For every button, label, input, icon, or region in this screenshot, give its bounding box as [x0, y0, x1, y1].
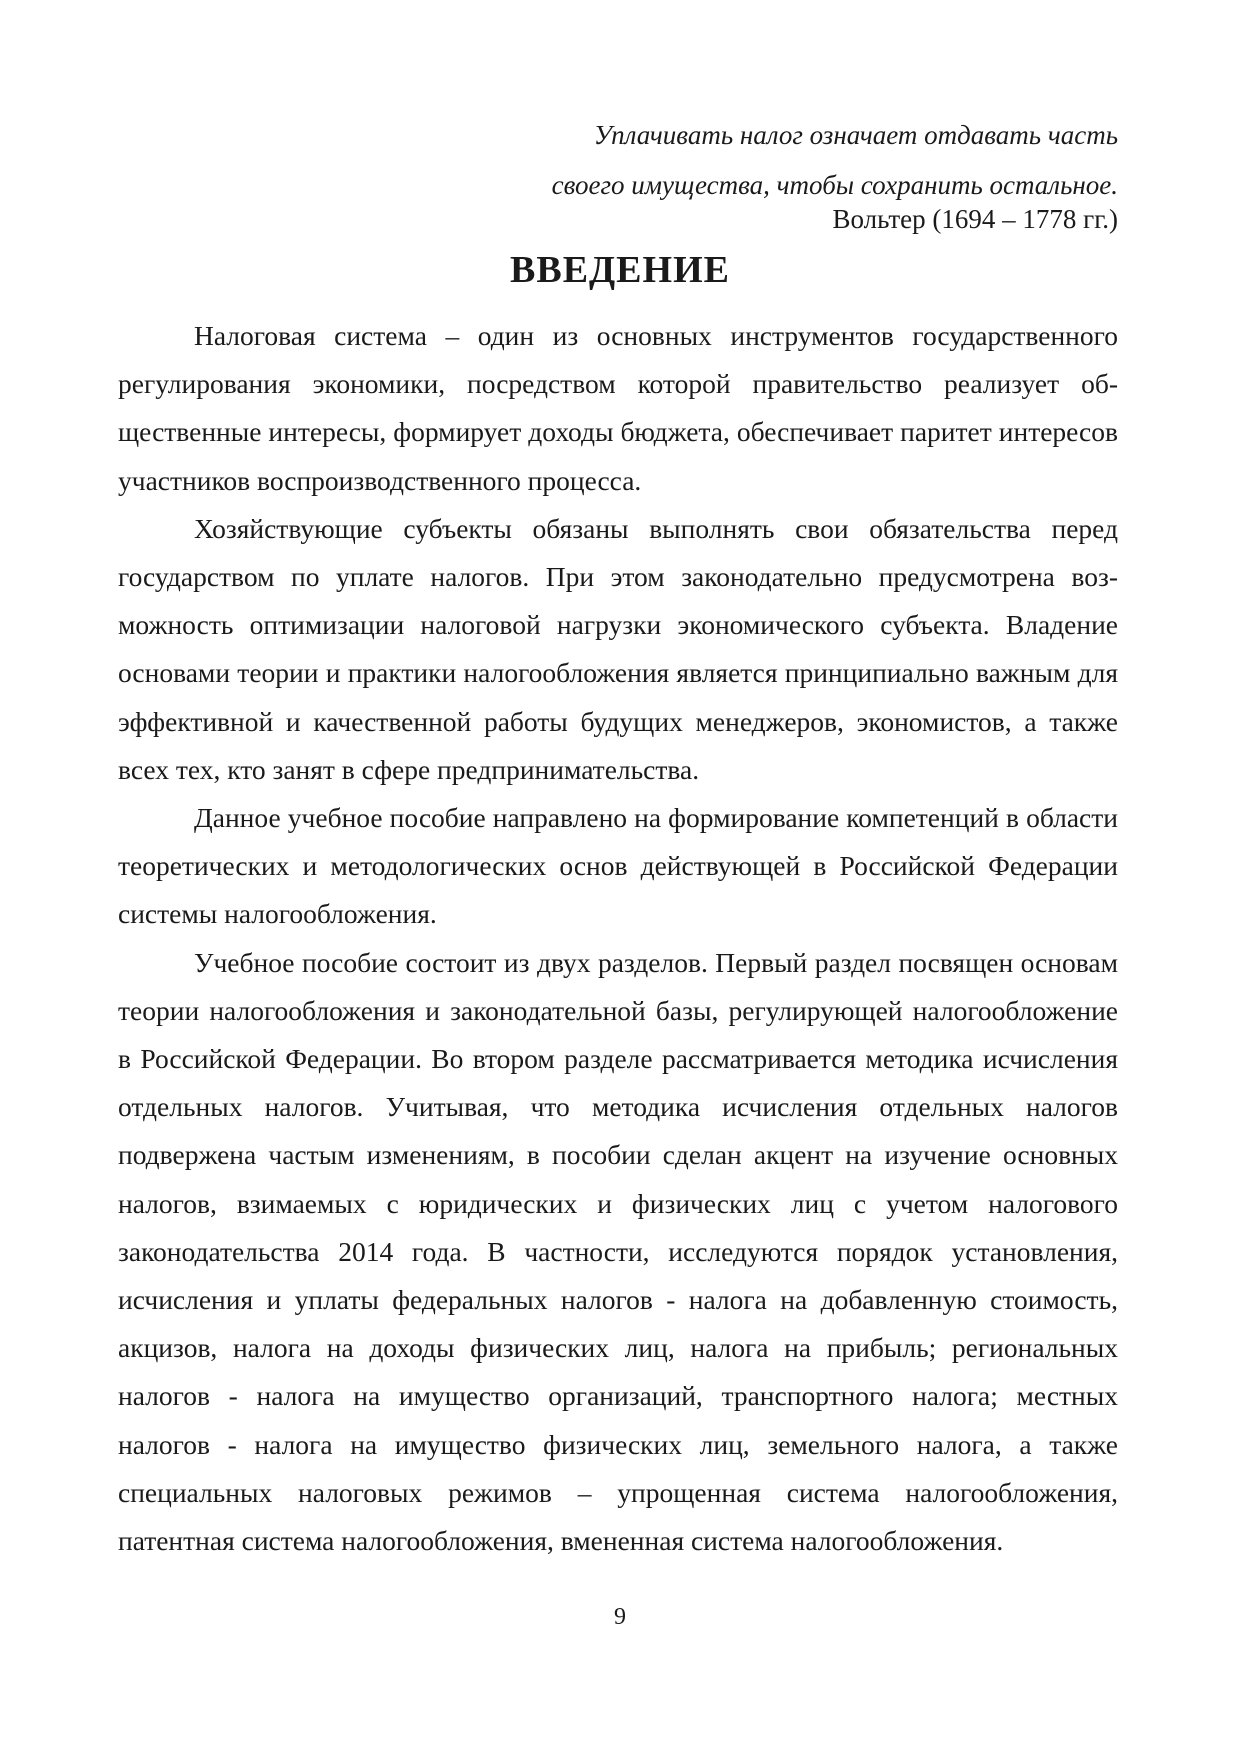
epigraph-quote-line-2: своего имущества, чтобы сохранить остальное. [551, 170, 1118, 200]
body-text [118, 312, 1118, 1565]
paragraph-4: Учебное пособие состоит из двух разделов. Первый раздел посвящен основам теории налогообложения и законодательной базы, регулирующей налогообложение в Российской Федерации. Во втором разделе рассматривается методика исчисления отдельных налогов. Учитывая, что методика исчисления отдельных налогов подвержена частым изменениям, в пособии сделан акцент на изучение основных налогов, взимаемых с юридических и физических лиц с учетом налогового законодательства 2014 года. В частности, исследуются порядок установления, исчисления и уплаты федеральных налогов - налога на добавленную стоимость, акцизов, налога на доходы физических лиц, налога на прибыль; региональных налогов - налога на имущество организаций, транспортного налога; местных налогов - налога на имущество физических лиц, земельного налога, а также специальных налоговых режимов – упрощенная система налогообложения, патентная система налогообложения, вмененная система налогообложения. [118, 946, 1118, 1557]
epigraph-quote-line-1: Уплачивать налог означает отдавать часть [593, 120, 1118, 150]
epigraph-author: Вольтер (1694 – 1778 гг.) [832, 204, 1118, 234]
page-number: 9 [614, 1604, 626, 1630]
paragraph-2: Хозяйствующие субъекты обязаны выполнять свои обязательства перед государством по уплате налогов. При этом законодательно предусмотрена возможность оптимизации налоговой нагрузки экономического субъекта. Владение основами теории и практики налогообложения является принципиально важным для эффективной и качественной работы будущих менеджеров, экономистов, а также всех тех, кто занят в сфере предпринимательства. [118, 512, 1118, 785]
epigraph [552, 112, 1118, 236]
section-title: ВВЕДЕНИЕ [510, 249, 730, 291]
paragraph-1: Налоговая система – один из основных инструментов государственного регулирования экономики, посредством которой правительство реализует общественные интересы, формирует доходы бюджета, обеспечивает паритет интересов участников воспроизводственного процесса. [118, 320, 1118, 496]
paragraph-3: Данное учебное пособие направлено на формирование компетенций в области теоретических и методологических основ действующей в Российской Федерации системы налогообложения. [118, 802, 1118, 930]
